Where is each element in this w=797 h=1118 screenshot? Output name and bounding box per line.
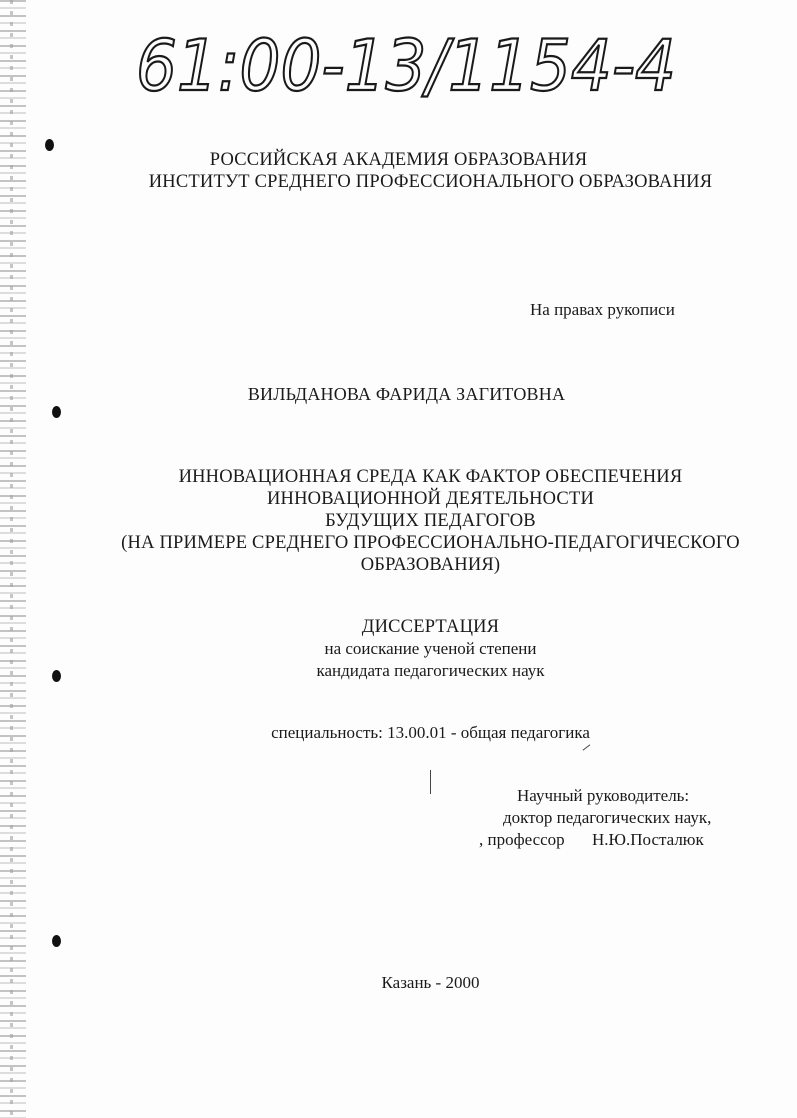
city-year: Казань - 2000 <box>381 973 480 992</box>
title-line-5: ОБРАЗОВАНИЯ) <box>360 555 501 575</box>
manuscript-note: На правах рукописи <box>530 300 675 319</box>
title-line-3: БУДУЩИХ ПЕДАГОГОВ <box>325 511 536 531</box>
punch-hole <box>52 935 61 947</box>
title-line-4: (НА ПРИМЕРЕ СРЕДНЕГО ПРОФЕССИОНАЛЬНО-ПЕДАГОГИЧЕСКОГО <box>121 533 740 553</box>
institution-line-1: РОССИЙСКАЯ АКАДЕМИЯ ОБРАЗОВАНИЯ <box>209 150 588 170</box>
supervisor-title: , профессор <box>479 830 565 849</box>
supervisor-degree: доктор педагогических наук, <box>503 808 712 827</box>
title-line-2: ИННОВАЦИОННОЙ ДЕЯТЕЛЬНОСТИ <box>266 489 595 509</box>
author-name: ВИЛЬДАНОВА ФАРИДА ЗАГИТОВНА <box>247 384 566 404</box>
supervisor-label: Научный руководитель: <box>517 786 690 805</box>
handwritten-number-text: 61:00-13/1154-4 <box>136 25 676 107</box>
title-line-1: ИННОВАЦИОННАЯ СРЕДА КАК ФАКТОР ОБЕСПЕЧЕНИЯ <box>178 467 683 487</box>
degree-purpose-line: на соискание ученой степени <box>324 639 537 658</box>
institution-line-2: ИНСТИТУТ СРЕДНЕГО ПРОФЕССИОНАЛЬНОГО ОБРАЗОВАНИЯ <box>148 172 713 192</box>
supervisor-name: Н.Ю.Посталюк <box>592 830 704 849</box>
handwritten-archive-number <box>128 8 688 133</box>
punch-hole <box>52 406 61 418</box>
pen-mark <box>430 770 431 794</box>
dissertation-heading: ДИССЕРТАЦИЯ <box>361 617 500 637</box>
degree-field-line: кандидата педагогических наук <box>316 661 545 680</box>
pen-mark <box>583 744 591 750</box>
specialty-line: специальность: 13.00.01 - общая педагогика <box>271 723 590 742</box>
